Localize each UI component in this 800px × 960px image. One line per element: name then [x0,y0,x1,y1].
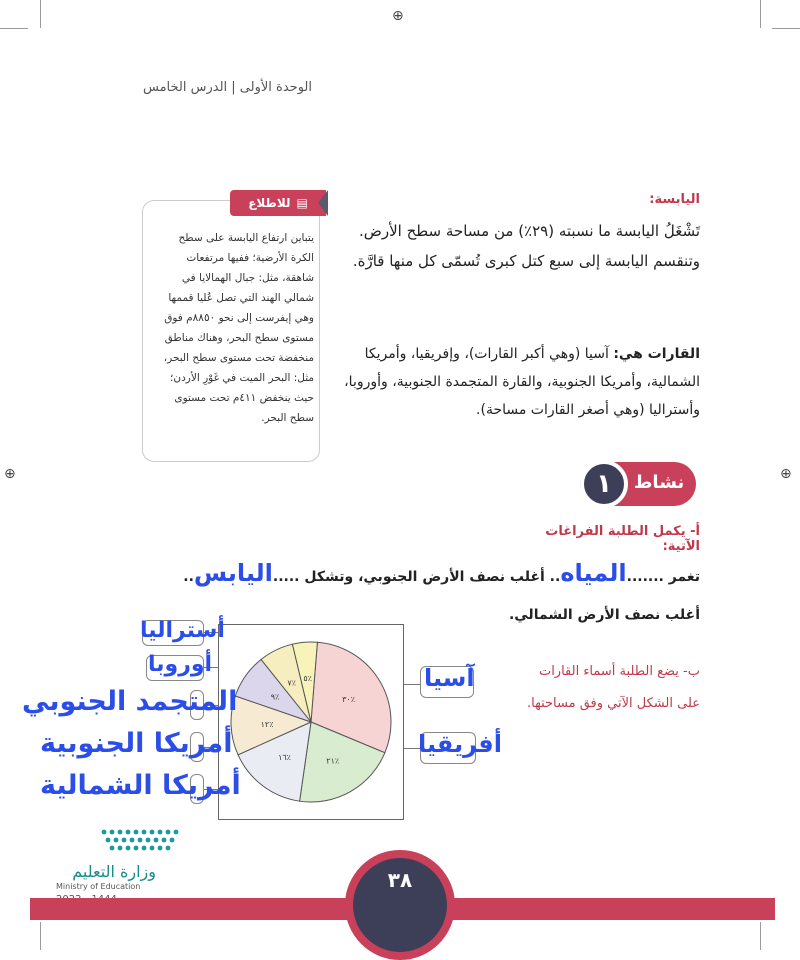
answer-asia: آسيا [424,664,475,692]
pie-value-label: ٣٠٪ [342,695,355,705]
crop-mark [760,0,761,28]
question-b [480,656,700,720]
crop-mark [760,922,761,950]
question-a: أ- يكمل الطلبة الفراغات الآتية: [545,524,700,554]
pie-value-label: ٢١٪ [326,756,340,766]
answer-south-america: أمريكا الجنوبية [40,728,233,759]
fill-answer: المياه [560,559,627,587]
pie-value-label: ٧٪ [287,678,296,688]
breadcrumb: الوحدة الأولى | الدرس الخامس [143,80,312,95]
activity-label: نشاط [633,472,685,493]
crop-mark [772,28,800,29]
registration-mark-icon: ⊕ [392,8,404,24]
pie-value-label: ١٢٪ [260,720,274,730]
continents-paragraph [340,340,700,424]
answer-europe: أوروبا [148,652,213,677]
pie-value-label: ٥٪ [303,674,312,684]
ministry-logo-icon [94,822,188,860]
fill-part: .. أغلب نصف الأرض الشمالي. [183,569,700,623]
crop-mark [0,28,28,29]
continents-lead: القارات هي: [613,346,700,362]
activity-number: ١ [580,460,628,508]
continents-body: آسيا (وهي أكبر القارات)، وإفريقيا، وأمريكا الشمالية، وأمريكا الجنوبية، والقارة المتجمدة الجنوبية، وأوروبا، وأستراليا (وهي أصغر القارات مساحة). [344,346,700,418]
answer-australia: أستراليا [140,618,225,643]
fill-part: .. أغلب نصف الأرض الجنوبي، وتشكل ..... [272,569,561,585]
section-title: اليابسة: [649,192,700,207]
ministry-name-arabic: وزارة التعليم [72,862,156,881]
registration-mark-icon: ⊕ [780,466,792,482]
info-tag-label: للاطلاع [248,196,291,210]
fill-in-sentence [150,554,700,634]
question-b-line: ب- يضع الطلبة أسماء القارات [538,664,700,679]
continents-pie-chart [218,624,404,820]
page-number: ٣٨ [387,868,413,892]
info-tag-arrow [318,190,328,216]
book-icon: ▤ [296,196,308,210]
answer-north-america: أمريكا الشمالية [40,770,241,801]
fill-part: تغمر ....... [626,569,700,585]
info-tag [230,190,326,216]
crop-mark [40,922,41,950]
connector-line [404,684,420,685]
answer-antarctica: المتجمد الجنوبي [22,686,238,717]
info-text: يتباين ارتفاع اليابسة على سطح الكرة الأرضية؛ ففيها مرتفعات شاهقة، مثل: جبال الهمالايا في شمالي الهند التي تصل عُليا قممها وهي إيفرست إلى نحو ٨٨٥٠م فوق مستوى سطح البحر، وهناك مناطق منخفضة تحت مستوى سطح البحر، مثل: البحر الميت في غَوْرِ الأردن؛ حيث ينخفض ٤١١م تحت مستوى سطح البحر. [163,232,314,424]
fill-answer: اليابس [193,559,273,587]
pie-value-label: ٩٪ [270,692,280,702]
answer-africa: أفريقيا [418,730,502,758]
crop-mark [40,0,41,28]
registration-mark-icon: ⊕ [4,466,16,482]
question-b-line: على الشكل الآتي وفق مساحتها. [527,696,700,711]
section-paragraph: تَشْغَلُ اليابسة ما نسبته (٢٩٪) من مساحة سطح الأرض. وتنقسم اليابسة إلى سبع كتل كبرى تُسمّى كل منها قارَّة. [352,222,700,270]
pie-value-label: ١٦٪ [278,753,291,763]
ministry-name-english: Ministry of Education [56,882,141,891]
